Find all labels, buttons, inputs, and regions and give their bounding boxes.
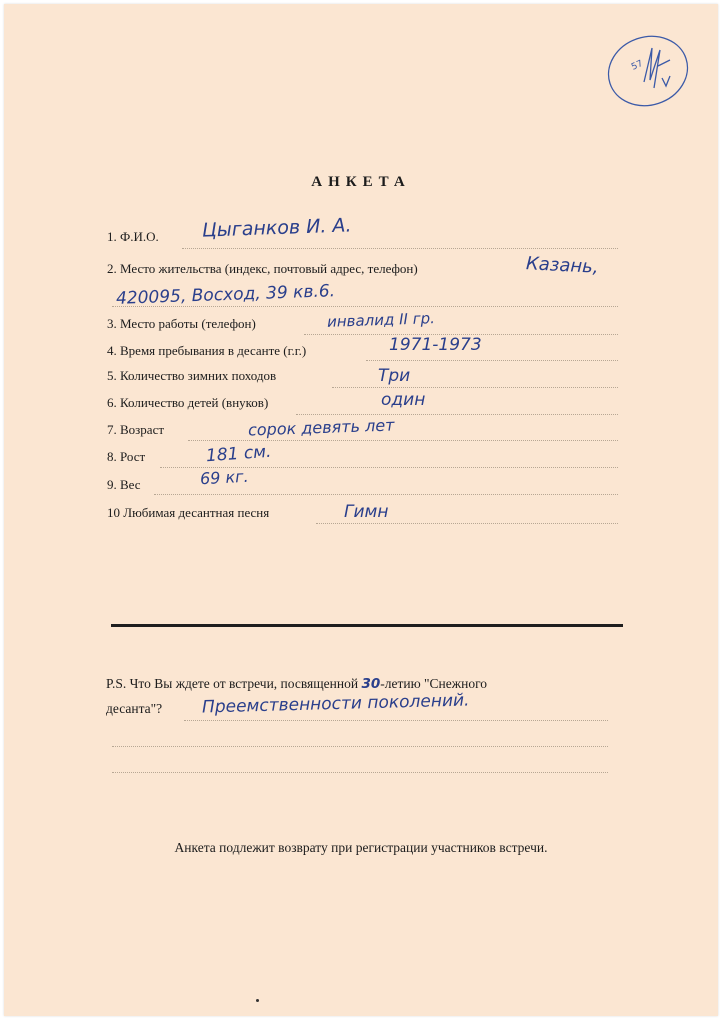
field-value-children: один [381,390,426,410]
field-value-name: Цыганков И. А. [201,214,352,242]
field-value-weight: 69 кг. [199,466,250,489]
questionnaire-sheet [4,4,718,1016]
field-label-children: 6. Количество детей (внуков) [107,395,269,410]
document-title: АНКЕТА [311,174,411,190]
field-value-work: инвалид II гр. [326,309,436,331]
field-value-address-city: Казань, [525,253,600,278]
svg-text:57: 57 [630,58,645,73]
field-label-name: 1. Ф.И.О. [107,229,159,244]
field-value-service-years: 1971-1973 [389,335,482,355]
field-label-winter-treks: 5. Количество зимних походов [107,368,277,383]
field-value-height: 181 см. [205,441,273,467]
ink-dot [256,999,259,1002]
ps-question-line2: десанта"? [106,701,163,716]
section-divider [111,624,623,627]
field-value-address-line2: 420095, Восход, 39 кв.6. [115,281,336,309]
archive-stamp [600,30,696,112]
field-label-age: 7. Возраст [107,422,165,437]
return-notice: Анкета подлежит возврату при регистрации участников встречи. [174,840,548,855]
field-value-winter-treks: Три [378,366,411,386]
ps-text-before: P.S. Что Вы ждете от встречи, посвященной [106,676,359,691]
field-label-work: 3. Место работы (телефон) [107,316,256,331]
ps-year: 30 [361,676,381,692]
ps-text-after: -летию "Снежного [380,676,488,691]
ps-answer: Преемственности поколений. [201,690,470,718]
ps-question-line1 [106,676,487,692]
field-label-weight: 9. Вес [107,477,141,492]
field-label-address: 2. Место жительства (индекс, почтовый адрес, телефон) [107,261,418,276]
field-label-favorite-song: 10 Любимая десантная песня [107,505,270,520]
field-value-age: сорок девять лет [247,415,395,440]
field-label-service-years: 4. Время пребывания в десанте (г.г.) [107,343,307,358]
field-value-favorite-song: Гимн [344,502,389,522]
field-label-height: 8. Рост [107,449,146,464]
